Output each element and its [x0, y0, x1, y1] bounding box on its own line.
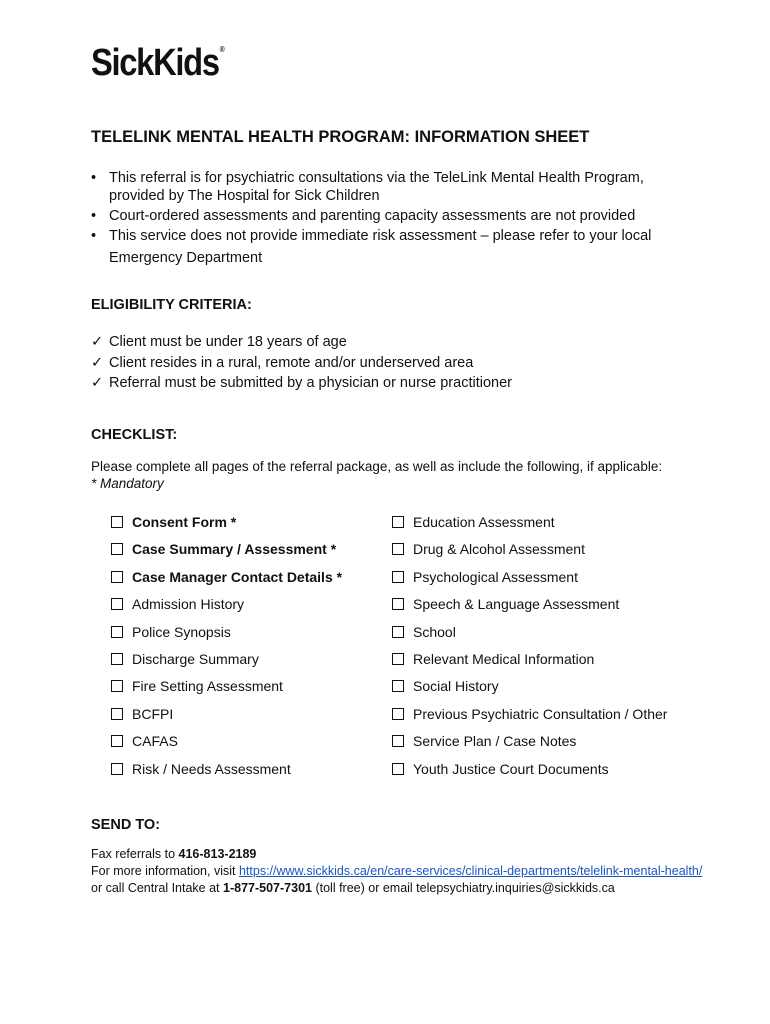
checklist-item[interactable] — [111, 704, 342, 731]
checklist-item[interactable] — [392, 622, 667, 649]
bullet-symbol: • — [91, 170, 97, 186]
send-to-heading: SEND TO: — [91, 817, 161, 833]
checkmark-icon: ✓ — [91, 334, 104, 350]
mandatory-note: * Mandatory — [91, 476, 164, 491]
logo-text: SickKids — [91, 42, 219, 84]
checklist-item[interactable] — [111, 676, 342, 703]
bullet-line: provided by The Hospital for Sick Children — [109, 188, 380, 204]
bullet-symbol: • — [91, 228, 97, 244]
checklist-heading: CHECKLIST: — [91, 427, 178, 443]
checklist-item[interactable] — [392, 512, 667, 539]
checkbox[interactable] — [111, 708, 123, 720]
checklist-item-label: Speech & Language Assessment — [413, 596, 620, 613]
checkbox[interactable] — [111, 543, 123, 555]
call-line — [91, 880, 702, 897]
eligibility-text: Client resides in a rural, remote and/or underserved area — [109, 354, 474, 371]
checkbox[interactable] — [392, 571, 404, 583]
bullet-line: Emergency Department — [109, 250, 263, 266]
checklist-item-label: Case Manager Contact Details * — [132, 568, 343, 585]
eligibility-item — [91, 332, 512, 353]
checkbox[interactable] — [392, 598, 404, 610]
call-suffix: (toll free) or email telepsychiatry.inquiries@sickkids.ca — [311, 881, 615, 895]
checkbox[interactable] — [111, 516, 123, 528]
eligibility-item — [91, 353, 512, 374]
checkbox[interactable] — [392, 735, 404, 747]
checklist-item-label: Service Plan / Case Notes — [413, 733, 577, 750]
checklist-column-right — [392, 512, 667, 786]
call-prefix: or call Central Intake at — [91, 881, 224, 895]
checkbox[interactable] — [392, 543, 404, 555]
checklist-item-label: Police Synopsis — [132, 623, 231, 640]
checklist-instructions: Please complete all pages of the referral package, as well as include the following, if applicable: — [91, 459, 663, 474]
checkbox[interactable] — [392, 653, 404, 665]
checklist-item[interactable] — [392, 759, 667, 786]
checklist-item[interactable] — [111, 622, 342, 649]
checklist-item[interactable] — [111, 649, 342, 676]
checklist-item[interactable] — [392, 704, 667, 731]
bullet-item — [91, 169, 711, 205]
checkbox[interactable] — [392, 626, 404, 638]
checklist-item-label: Youth Justice Court Documents — [413, 760, 609, 777]
send-to-details — [91, 846, 702, 897]
checklist-item-label: Case Summary / Assessment * — [132, 541, 337, 558]
eligibility-item — [91, 373, 512, 394]
checklist-item-label: CAFAS — [132, 733, 178, 750]
checkbox[interactable] — [392, 763, 404, 775]
checklist-item-label: Previous Psychiatric Consultation / Other — [413, 705, 668, 722]
checklist-item[interactable] — [111, 539, 342, 566]
info-line — [91, 863, 702, 880]
checklist-item[interactable] — [111, 512, 342, 539]
checklist-item-label: School — [413, 623, 456, 640]
checkbox[interactable] — [111, 680, 123, 692]
info-prefix: For more information, visit — [91, 864, 239, 878]
checkbox[interactable] — [111, 763, 123, 775]
checklist-intro — [91, 458, 662, 492]
checklist-item-label: Risk / Needs Assessment — [132, 760, 291, 777]
checkbox[interactable] — [111, 571, 123, 583]
checklist-item[interactable] — [392, 731, 667, 758]
fax-number: 416-813-2189 — [178, 847, 257, 861]
bullet-line: This referral is for psychiatric consultations via the TeleLink Mental Health Program, — [109, 170, 644, 186]
eligibility-text: Referral must be submitted by a physician or nurse practitioner — [109, 375, 512, 391]
checkbox[interactable] — [111, 598, 123, 610]
checklist-item[interactable] — [392, 676, 667, 703]
checkbox[interactable] — [111, 735, 123, 747]
eligibility-text: Client must be under 18 years of age — [109, 334, 347, 350]
checklist-item-label: Admission History — [132, 596, 245, 613]
checklist-item-label: Fire Setting Assessment — [132, 678, 283, 695]
checklist-column-left — [111, 512, 342, 786]
fax-line — [91, 846, 702, 863]
checkmark-icon: ✓ — [91, 375, 104, 391]
registered-mark: ® — [219, 45, 225, 54]
checklist-item[interactable] — [111, 594, 342, 621]
sickkids-logo — [91, 44, 224, 82]
bullet-line: Court-ordered assessments and parenting capacity assessments are not provided — [109, 208, 636, 224]
checkbox[interactable] — [392, 680, 404, 692]
checkbox[interactable] — [392, 708, 404, 720]
checklist-item[interactable] — [392, 594, 667, 621]
checklist-item-label: Psychological Assessment — [413, 568, 578, 585]
checklist-item[interactable] — [111, 731, 342, 758]
checklist-item[interactable] — [392, 539, 667, 566]
bullet-item — [91, 225, 711, 269]
checkbox[interactable] — [392, 516, 404, 528]
checklist-item-label: Drug & Alcohol Assessment — [413, 541, 585, 558]
checkbox[interactable] — [111, 626, 123, 638]
checklist-item[interactable] — [392, 567, 667, 594]
bullet-symbol: • — [91, 208, 97, 224]
checklist-item-label: BCFPI — [132, 705, 174, 722]
checkmark-icon: ✓ — [91, 354, 104, 371]
info-bullet-list — [91, 169, 711, 269]
info-link[interactable]: https://www.sickkids.ca/en/care-services/clinical-departments/telelink-mental-health/ — [238, 864, 703, 878]
checklist-item[interactable] — [392, 649, 667, 676]
checklist-item-label: Social History — [413, 678, 499, 695]
eligibility-list — [91, 332, 512, 394]
checklist-item[interactable] — [111, 759, 342, 786]
page-title: TELELINK MENTAL HEALTH PROGRAM: INFORMATION SHEET — [91, 128, 590, 146]
checklist-item-label: Discharge Summary — [132, 650, 259, 667]
checklist-item-label: Relevant Medical Information — [413, 650, 595, 667]
fax-prefix: Fax referrals to — [91, 847, 179, 861]
checklist-item-label: Education Assessment — [413, 514, 555, 530]
eligibility-heading: ELIGIBILITY CRITERIA: — [91, 297, 252, 313]
checklist-item-label: Consent Form * — [132, 514, 237, 530]
bullet-item — [91, 207, 711, 225]
intake-phone: 1-877-507-7301 — [223, 881, 312, 895]
checkbox[interactable] — [111, 653, 123, 665]
checklist-item[interactable] — [111, 567, 342, 594]
bullet-line: This service does not provide immediate risk assessment – please refer to your local — [109, 228, 652, 244]
